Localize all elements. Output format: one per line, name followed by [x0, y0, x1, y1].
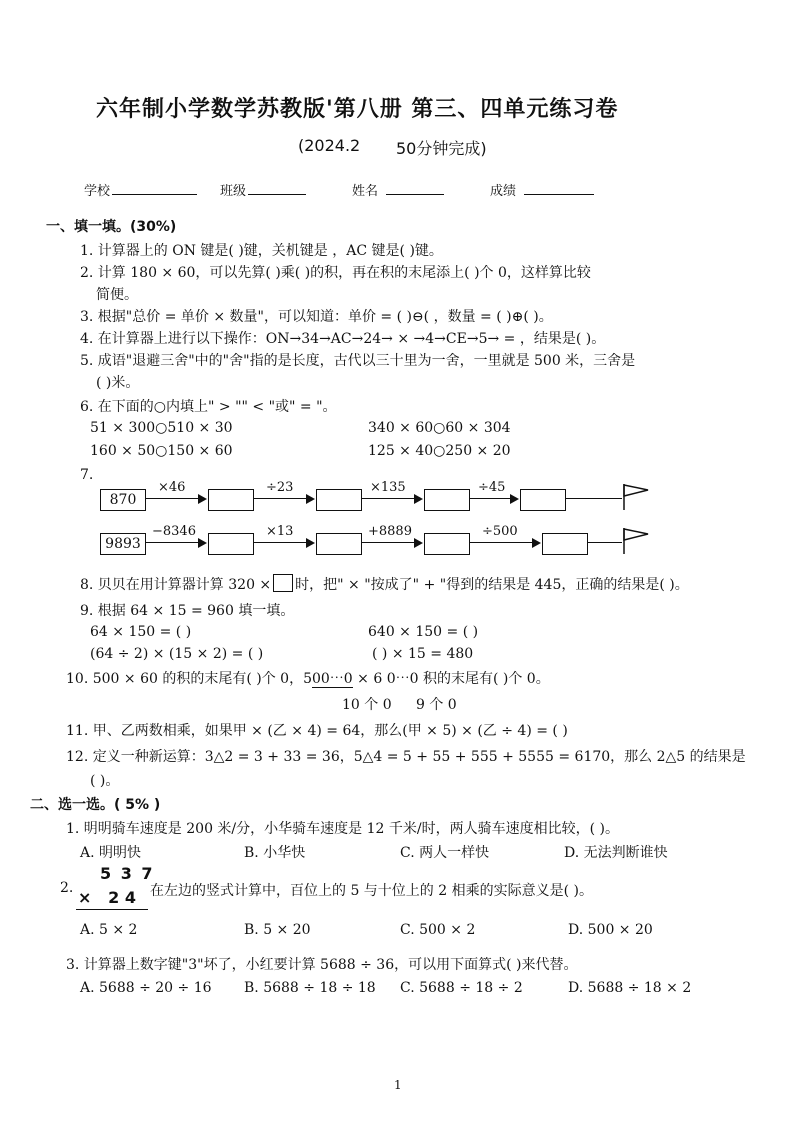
class-blank[interactable] — [248, 182, 306, 195]
question-1-4: 4. 在计算器上进行以下操作：ON→34→AC→24→ × →4→CE→5→ = ，结果是( )。 — [80, 331, 606, 347]
chain1-arrow — [566, 498, 622, 499]
subtitle-time: 50分钟完成) — [396, 139, 487, 158]
arrow-icon — [532, 538, 541, 548]
q9-item: (64 ÷ 2) × (15 × 2) = ( ) — [90, 646, 264, 662]
compare-item: 125 × 40○250 × 20 — [368, 443, 511, 459]
question-1-11: 11. 甲、乙两数相乘，如果甲 × (乙 × 4) = 64，那么(甲 × 5) × (乙 ÷ 4) = ( ) — [66, 723, 568, 739]
question-1-9: 9. 根据 64 × 15 = 960 填一填。 — [80, 603, 295, 619]
question-1-10 — [66, 668, 550, 688]
name-label: 姓名 — [352, 184, 379, 199]
chain2-op: ×13 — [266, 524, 294, 539]
answer-box[interactable] — [316, 489, 362, 511]
option-b[interactable]: B. 小华快 — [244, 845, 306, 861]
question-1-12b: ( )。 — [90, 773, 120, 789]
option-c[interactable]: C. 两人一样快 — [400, 845, 490, 861]
compare-item: 160 × 50○150 × 60 — [90, 443, 233, 459]
question-1-8 — [80, 574, 689, 594]
question-1-5a: 5. 成语"退避三舍"中的"舍"指的是长度，古代以三十里为一舍，一里就是 500 米，三舍是 — [80, 353, 636, 369]
section1-title: 一、填一填。(30%) — [46, 219, 177, 235]
option-c[interactable]: C. 5688 ÷ 18 ÷ 2 — [400, 980, 523, 996]
question-1-12a: 12. 定义一种新运算：3△2 = 3 + 33 = 36，5△4 = 5 + 55 + 555 + 5555 = 6170，那么 2△5 的结果是 — [66, 749, 746, 765]
question-1-6: 6. 在下面的○内填上" > "" < "或" = "。 — [80, 399, 337, 415]
chain2-arrow — [470, 542, 532, 543]
flag-icon — [620, 526, 654, 556]
answer-box[interactable] — [542, 533, 588, 555]
section2-title: 二、选一选。( 5% ) — [30, 797, 161, 813]
score-label: 成绩 — [490, 184, 517, 199]
question-1-3: 3. 根据"总价 = 单价 × 数量"，可以知道：单价 = ( )⊖( ，数量 = ( )⊕( )。 — [80, 309, 553, 325]
question-1-8-pre: 8. 贝贝在用计算器计算 320 × — [80, 577, 272, 593]
option-b[interactable]: B. 5688 ÷ 18 ÷ 18 — [244, 980, 376, 996]
answer-box[interactable] — [520, 489, 566, 511]
class-field[interactable] — [220, 180, 306, 199]
option-a[interactable]: A. 5 × 2 — [80, 922, 138, 938]
option-d[interactable]: D. 500 × 20 — [568, 922, 653, 938]
arrow-icon — [306, 494, 315, 504]
question-1-1: 1. 计算器上的 ON 键是( )键，关机键是 ，AC 键是( )键。 — [80, 243, 443, 259]
chain1-op: ×46 — [158, 480, 186, 495]
question-1-5b: ( )米。 — [96, 375, 140, 391]
question-2-2: 在左边的竖式计算中，百位上的 5 与十位上的 2 相乘的实际意义是( )。 — [150, 883, 593, 899]
chain1-start-box — [100, 489, 146, 511]
q9-item: 640 × 150 = ( ) — [368, 624, 479, 640]
q9-item: ( ) × 15 = 480 — [372, 646, 474, 662]
school-field[interactable] — [84, 180, 197, 199]
q10-under-note: 10 个 0 — [342, 697, 392, 713]
chain1-arrow — [146, 498, 198, 499]
chain1-op: ÷45 — [478, 480, 506, 495]
arrow-icon — [414, 494, 423, 504]
chain2-op: ÷500 — [482, 524, 518, 539]
answer-box[interactable] — [424, 489, 470, 511]
option-b[interactable]: B. 5 × 20 — [244, 922, 311, 938]
chain1-op: ÷23 — [266, 480, 294, 495]
chain1-arrow — [470, 498, 510, 499]
class-label: 班级 — [220, 184, 247, 199]
option-d[interactable]: D. 无法判断谁快 — [564, 845, 668, 861]
compare-item: 340 × 60○60 × 304 — [368, 420, 511, 436]
answer-box[interactable] — [208, 533, 254, 555]
answer-box[interactable] — [424, 533, 470, 555]
school-blank[interactable] — [112, 182, 197, 195]
vertical-calc-line — [76, 909, 148, 910]
question-1-8-post: 时，把" × "按成了" + "得到的结果是 445，正确的结果是( )。 — [295, 577, 689, 593]
arrow-icon — [306, 538, 315, 548]
option-a[interactable]: A. 5688 ÷ 20 ÷ 16 — [80, 980, 212, 996]
q9-item: 64 × 150 = ( ) — [90, 624, 192, 640]
chain1-op: ×135 — [370, 480, 406, 495]
chain2-arrow — [362, 542, 414, 543]
school-label: 学校 — [84, 184, 111, 199]
arrow-icon — [198, 538, 207, 548]
chain1-arrow — [254, 498, 306, 499]
compare-item: 51 × 300○510 × 30 — [90, 420, 233, 436]
option-c[interactable]: C. 500 × 2 — [400, 922, 476, 938]
name-blank[interactable] — [386, 182, 444, 195]
q10-under-note: 9 个 0 — [416, 697, 457, 713]
question-1-7-label: 7. — [80, 467, 94, 483]
score-blank[interactable] — [524, 182, 594, 195]
chain2-start-box — [100, 533, 146, 555]
chain2-op: −8346 — [152, 524, 196, 539]
question-1-10-c: × 6 0⋯0 积的末尾有( )个 0。 — [352, 671, 550, 687]
question-1-10-a: 10. 500 × 60 的积的末尾有( )个 0，5 — [66, 671, 312, 687]
question-2-2-number: 2. — [60, 880, 74, 896]
option-a[interactable]: A. 明明快 — [80, 845, 142, 861]
chain2-arrow — [146, 542, 198, 543]
arrow-icon — [414, 538, 423, 548]
question-1-2a: 2. 计算 180 × 60，可以先算( )乘( )的积，再在积的末尾添上( )个 0，这样算比较 — [80, 265, 591, 281]
vertical-calc-bottom: × 2 4 — [78, 888, 136, 907]
question-2-1: 1. 明明骑车速度是 200 米/分，小华骑车速度是 12 千米/时，两人骑车速度相比较，( )。 — [66, 821, 619, 837]
page-title: 六年制小学数学苏教版'第八册 第三、四单元练习卷 — [96, 97, 619, 122]
score-field[interactable] — [490, 180, 594, 199]
subtitle-date: (2024.2 — [298, 136, 361, 155]
chain1-start-value: 870 — [109, 492, 137, 508]
question-1-2b: 简便。 — [96, 287, 138, 303]
chain2-op: +8889 — [368, 524, 412, 539]
question-1-10-b: 00⋯0 — [311, 671, 353, 687]
arrow-icon — [510, 494, 519, 504]
name-field[interactable] — [352, 180, 444, 199]
chain2-arrow — [588, 542, 622, 543]
answer-box[interactable] — [208, 489, 254, 511]
page-number: 1 — [394, 1078, 402, 1092]
chain1-arrow — [362, 498, 414, 499]
flag-icon — [620, 482, 654, 512]
vertical-calc-top: 5 3 7 — [100, 864, 155, 883]
answer-box[interactable] — [316, 533, 362, 555]
chain2-start-value: 9893 — [105, 536, 141, 552]
q8-blank-box[interactable] — [273, 574, 293, 592]
option-d[interactable]: D. 5688 ÷ 18 × 2 — [568, 980, 692, 996]
arrow-icon — [198, 494, 207, 504]
question-2-3: 3. 计算器上数字键"3"坏了，小红要计算 5688 ÷ 36，可以用下面算式( )来代替。 — [66, 957, 578, 973]
chain2-arrow — [254, 542, 306, 543]
